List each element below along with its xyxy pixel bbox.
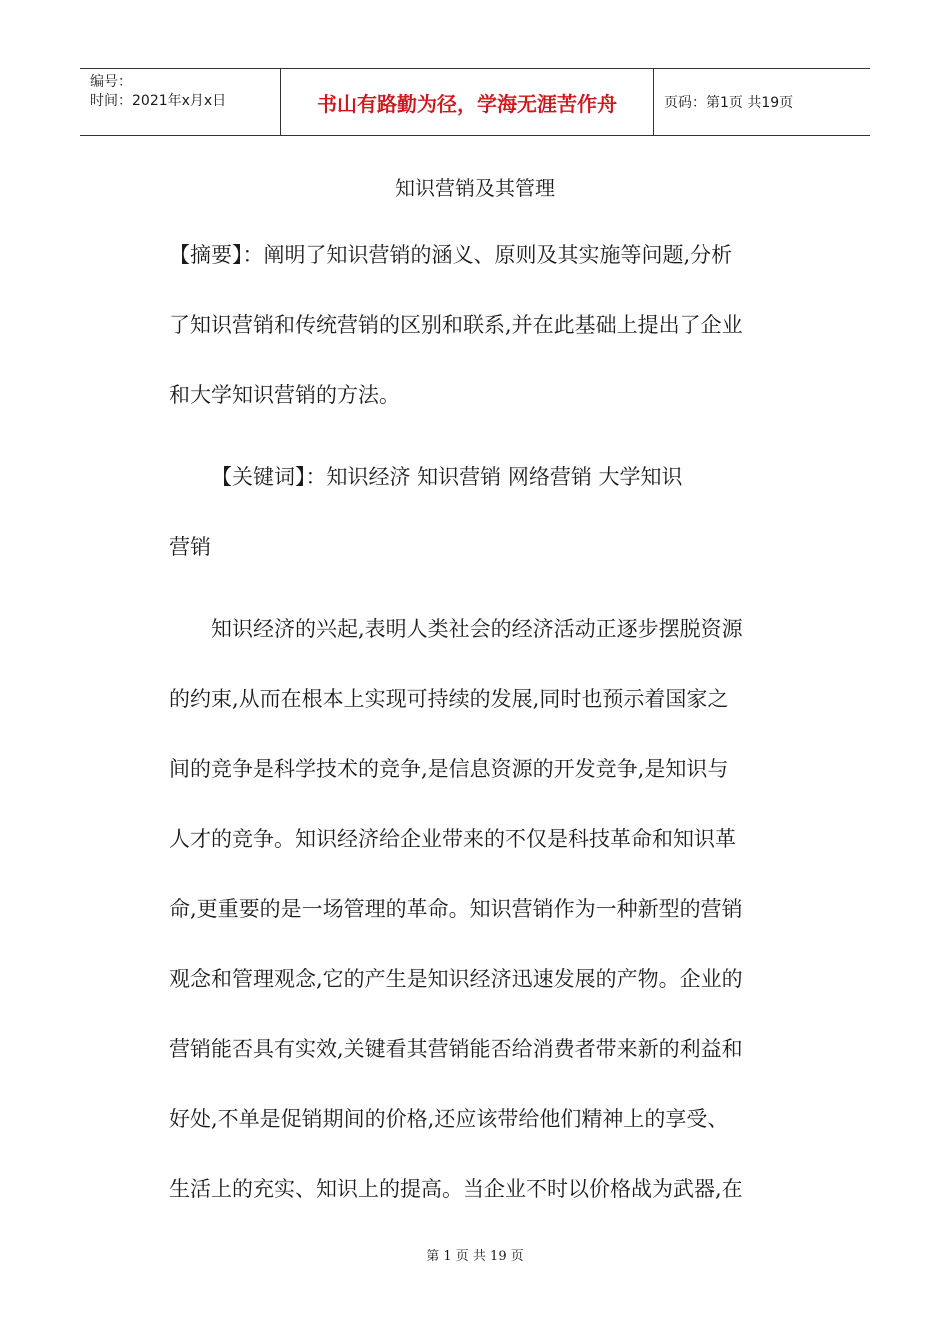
abstract-line: 【摘要】：阐明了知识营销的涵义、原则及其实施等问题,分析	[169, 243, 733, 267]
body-line: 知识经济的兴起,表明人类社会的经济活动正逐步摆脱资源	[211, 617, 743, 641]
body-line: 观念和管理观念,它的产生是知识经济迅速发展的产物。企业的	[169, 967, 743, 991]
page-footer: 第 1 页 共 19 页	[426, 1249, 524, 1264]
header-page-code: 页码：第1页 共19页	[664, 95, 794, 111]
keywords-line: 营销	[169, 535, 211, 559]
abstract-line: 和大学知识营销的方法。	[169, 383, 400, 407]
header-meta	[80, 69, 281, 135]
body-line: 好处,不单是促销期间的价格,还应该带给他们精神上的享受、	[169, 1107, 729, 1131]
document-title: 知识营销及其管理	[395, 176, 555, 200]
body-line: 生活上的充实、知识上的提高。当企业不时以价格战为武器,在	[169, 1177, 743, 1201]
keywords-paragraph	[169, 442, 785, 582]
body-line: 的约束,从而在根本上实现可持续的发展,同时也预示着国家之	[169, 687, 729, 711]
body-line: 命,更重要的是一场管理的革命。知识营销作为一种新型的营销	[169, 897, 743, 921]
body-line: 间的竞争是科学技术的竞争,是信息资源的开发竞争,是知识与	[169, 757, 729, 781]
abstract-line: 了知识营销和传统营销的区别和联系,并在此基础上提出了企业	[169, 313, 743, 337]
page-header	[80, 68, 870, 136]
body-paragraph	[169, 594, 785, 1224]
keywords-line: 【关键词】：知识经济 知识营销 网络营销 大学知识	[211, 465, 683, 489]
body-line: 营销能否具有实效,关键看其营销能否给消费者带来新的利益和	[169, 1037, 743, 1061]
doc-time: 时间：2021年x月x日	[90, 93, 227, 109]
doc-number: 编号：	[90, 74, 132, 90]
abstract-paragraph	[169, 220, 785, 430]
header-motto: 书山有路勤为径，学海无涯苦作舟	[281, 69, 654, 135]
body-line: 人才的竞争。知识经济给企业带来的不仅是科技革命和知识革	[169, 827, 736, 851]
